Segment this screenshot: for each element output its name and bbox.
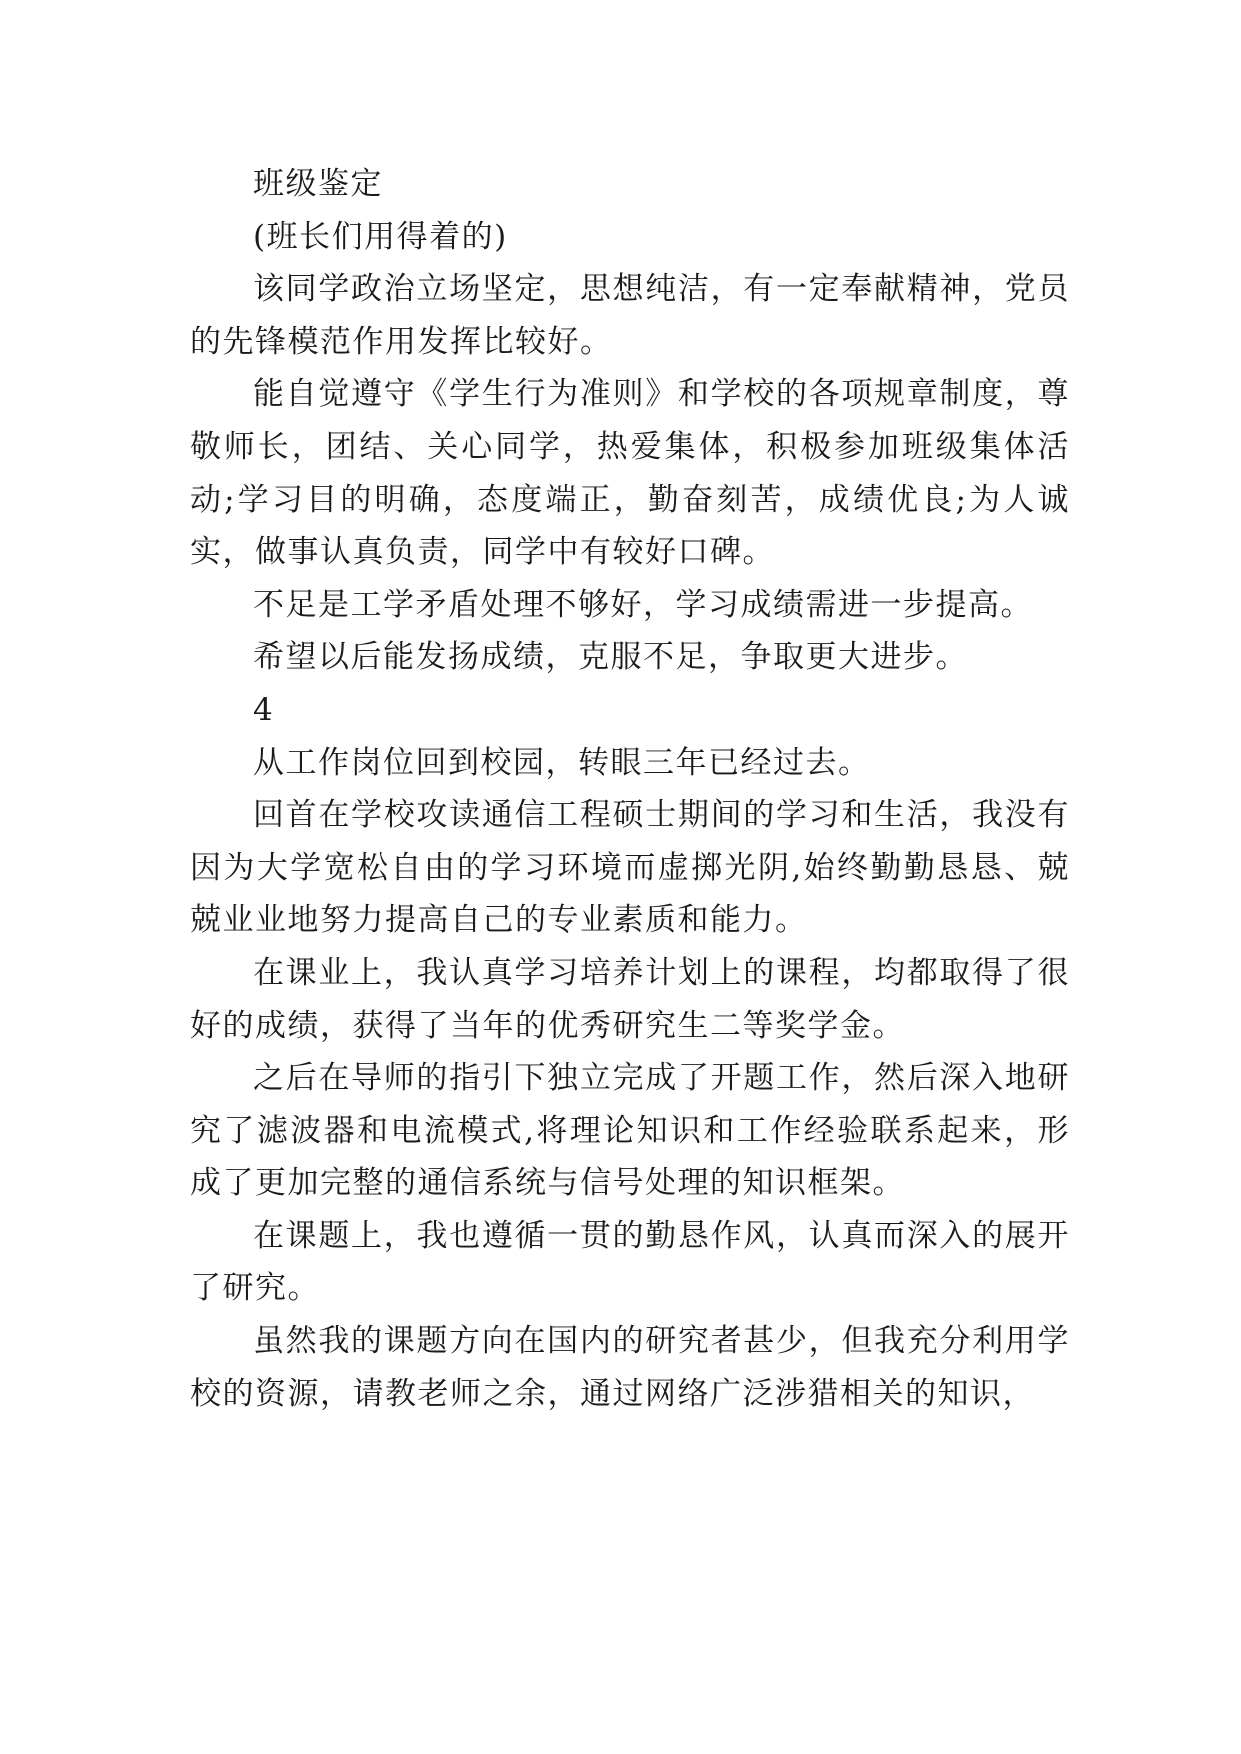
section-number: 4	[253, 691, 275, 728]
document-title: 班级鉴定	[253, 166, 383, 202]
document-body	[190, 158, 1070, 1420]
paragraph: 该同学政治立场坚定，思想纯洁，有一定奉献精神，党员的先锋模范作用发挥比较好。	[190, 271, 1070, 360]
paragraph: 在课业上，我认真学习培养计划上的课程，均都取得了很好的成绩，获得了当年的优秀研究生二等奖学金。	[190, 954, 1070, 1044]
paragraph: 能自觉遵守《学生行为准则》和学校的各项规章制度，尊敬师长，团结、关心同学，热爱集体，积极参加班级集体活动;学习目的明确，态度端正，勤奋刻苦，成绩优良;为人诚实，做事认真负责，同学中有较好口碑。	[190, 376, 1070, 571]
paragraph: 之后在导师的指引下独立完成了开题工作，然后深入地研究了滤波器和电流模式,将理论知识和工作经验联系起来，形成了更加完整的通信系统与信号处理的知识框架。	[190, 1060, 1070, 1202]
paragraph: 虽然我的课题方向在国内的研究者甚少，但我充分利用学校的资源，请教老师之余，通过网络广泛涉猎相关的知识，	[190, 1323, 1070, 1412]
paragraph: 从工作岗位回到校园，转眼三年已经过去。	[253, 744, 871, 781]
paragraph: 在课题上，我也遵循一贯的勤恳作风，认真而深入的展开了研究。	[190, 1217, 1070, 1307]
document-subtitle: (班长们用得着的)	[253, 218, 508, 255]
paragraph: 希望以后能发扬成绩，克服不足，争取更大进步。	[253, 639, 968, 676]
paragraph: 回首在学校攻读通信工程硕士期间的学习和生活，我没有因为大学宽松自由的学习环境而虚掷光阴,始终勤勤恳恳、兢兢业业地努力提高自己的专业素质和能力。	[190, 797, 1070, 939]
paragraph: 不足是工学矛盾处理不够好，学习成绩需进一步提高。	[253, 586, 1033, 623]
